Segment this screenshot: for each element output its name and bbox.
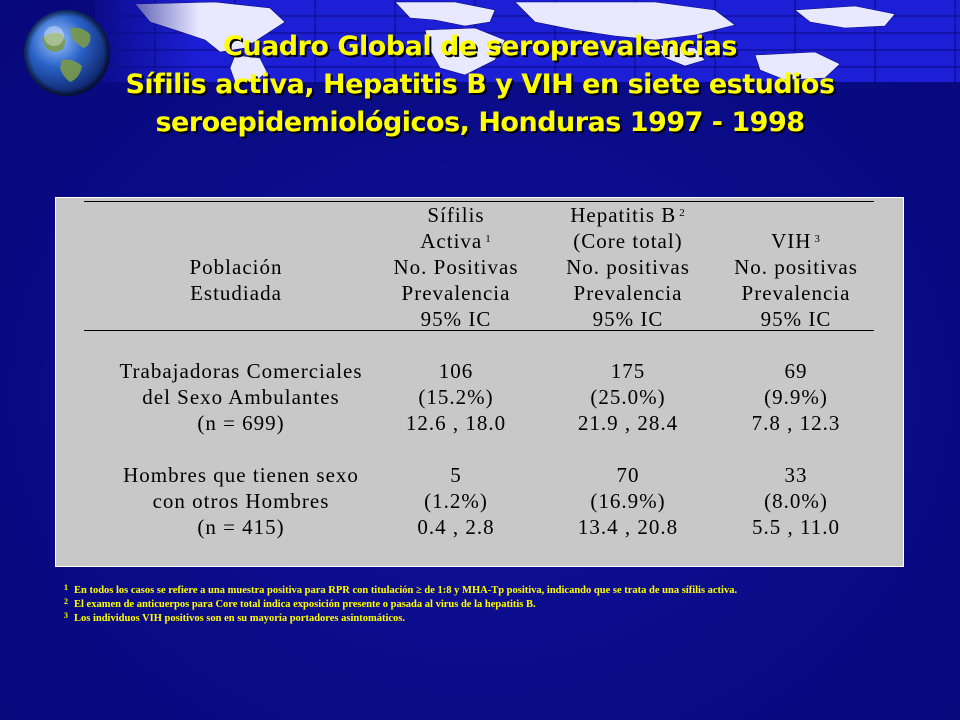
- header-vih-line-2: No. positivas: [734, 255, 858, 279]
- header-sifilis-line-2: [376, 228, 536, 254]
- row2-sifilis-ci: 0.4 , 2.8: [417, 515, 495, 539]
- row1-sifilis-ci: 12.6 , 18.0: [405, 411, 507, 435]
- header-poblacion-line-1: Población: [189, 255, 283, 279]
- row1-sifilis-prevalence: (15.2%): [418, 385, 494, 409]
- row1-poblacion-line-3: (n = 699): [197, 411, 285, 435]
- footnote-ref-2: 2: [679, 207, 686, 219]
- row1-vih-prevalence: (9.9%): [764, 385, 828, 409]
- header-hepatitis: [548, 202, 708, 332]
- row2-sifilis-count: 5: [450, 463, 462, 487]
- globe-icon: [22, 8, 112, 98]
- header-hepatitis-line-5: 95% IC: [592, 307, 664, 331]
- footnote-3-text: Los individuos VIH positivos son en su mayoría portadores asintomáticos.: [74, 613, 406, 624]
- header-hepatitis-line-2: (Core total): [573, 229, 683, 253]
- row1-sifilis: [376, 358, 536, 436]
- header-sifilis: [376, 202, 536, 332]
- header-hepatitis-line-4: Prevalencia: [573, 281, 683, 305]
- slide-title: [120, 28, 840, 142]
- row1-hepatitis: [548, 358, 708, 436]
- row1-poblacion-line-1: Trabajadoras Comerciales: [119, 359, 363, 383]
- title-line-2: Sífilis activa, Hepatitis B y VIH en siete estudios: [125, 69, 835, 100]
- footnote-2: [64, 598, 944, 612]
- header-hepatitis-title: Hepatitis B: [570, 203, 677, 227]
- header-sifilis-line-1: Sífilis: [427, 203, 485, 227]
- title-line-1: Cuadro Global de seroprevalencias: [223, 31, 737, 62]
- row2-poblacion-line-2: con otros Hombres: [152, 489, 330, 513]
- row1-sifilis-count: 106: [438, 359, 474, 383]
- footnote-3: [64, 612, 944, 626]
- row2-vih-prevalence: (8.0%): [764, 489, 828, 513]
- footnotes: [64, 584, 944, 626]
- footnote-2-text: El examen de anticuerpos para Core total indica exposición presente o pasada al virus de la hepatitis B.: [74, 599, 536, 610]
- header-vih-line-1: [716, 228, 876, 254]
- row1-vih-ci: 7.8 , 12.3: [751, 411, 841, 435]
- header-hepatitis-line-1: [548, 202, 708, 228]
- row2-hepatitis-prevalence: (16.9%): [590, 489, 666, 513]
- footnote-ref-1: 1: [485, 233, 492, 245]
- row1-hepatitis-count: 175: [610, 359, 646, 383]
- footnote-1-number: 1: [64, 583, 68, 592]
- header-poblacion-line-2: Estudiada: [190, 281, 282, 305]
- footnote-2-number: 2: [64, 597, 68, 606]
- footnote-ref-3: 3: [814, 233, 821, 245]
- row2-vih-count: 33: [784, 463, 808, 487]
- row2-poblacion-line-1: Hombres que tienen sexo: [123, 463, 359, 487]
- header-vih-line-3: Prevalencia: [741, 281, 851, 305]
- header-sifilis-line-5: 95% IC: [420, 307, 492, 331]
- footnote-1-text: En todos los casos se refiere a una muestra positiva para RPR con titulación ≥ de 1:8 y MHA-Tp positiva, indicando que se trata de una sífilis activa.: [74, 585, 738, 596]
- row2-hepatitis: [548, 462, 708, 540]
- header-vih-line-4: 95% IC: [760, 307, 832, 331]
- row1-vih: [716, 358, 876, 436]
- row2-poblacion-line-3: (n = 415): [197, 515, 285, 539]
- header-sifilis-line-3: No. Positivas: [393, 255, 519, 279]
- footnote-1: [64, 584, 944, 598]
- row2-hepatitis-count: 70: [616, 463, 640, 487]
- row1-hepatitis-ci: 21.9 , 28.4: [577, 411, 679, 435]
- row2-vih-ci: 5.5 , 11.0: [752, 515, 840, 539]
- header-sifilis-line-4: Prevalencia: [401, 281, 511, 305]
- row1-poblacion: [86, 358, 396, 436]
- row2-vih: [716, 462, 876, 540]
- header-sifilis-activa: Activa: [420, 229, 483, 253]
- title-line-3: seroepidemiológicos, Honduras 1997 - 1998: [155, 107, 805, 138]
- row1-hepatitis-prevalence: (25.0%): [590, 385, 666, 409]
- row1-vih-count: 69: [784, 359, 808, 383]
- footnote-3-number: 3: [64, 611, 68, 620]
- seroprevalence-table: [55, 197, 904, 567]
- header-vih: [716, 228, 876, 332]
- row1-poblacion-line-2: del Sexo Ambulantes: [142, 385, 340, 409]
- row2-sifilis-prevalence: (1.2%): [424, 489, 488, 513]
- header-vih-title: VIH: [771, 229, 812, 253]
- header-poblacion: [151, 254, 321, 306]
- header-hepatitis-line-3: No. positivas: [566, 255, 690, 279]
- row2-poblacion: [86, 462, 396, 540]
- row2-sifilis: [376, 462, 536, 540]
- row2-hepatitis-ci: 13.4 , 20.8: [577, 515, 679, 539]
